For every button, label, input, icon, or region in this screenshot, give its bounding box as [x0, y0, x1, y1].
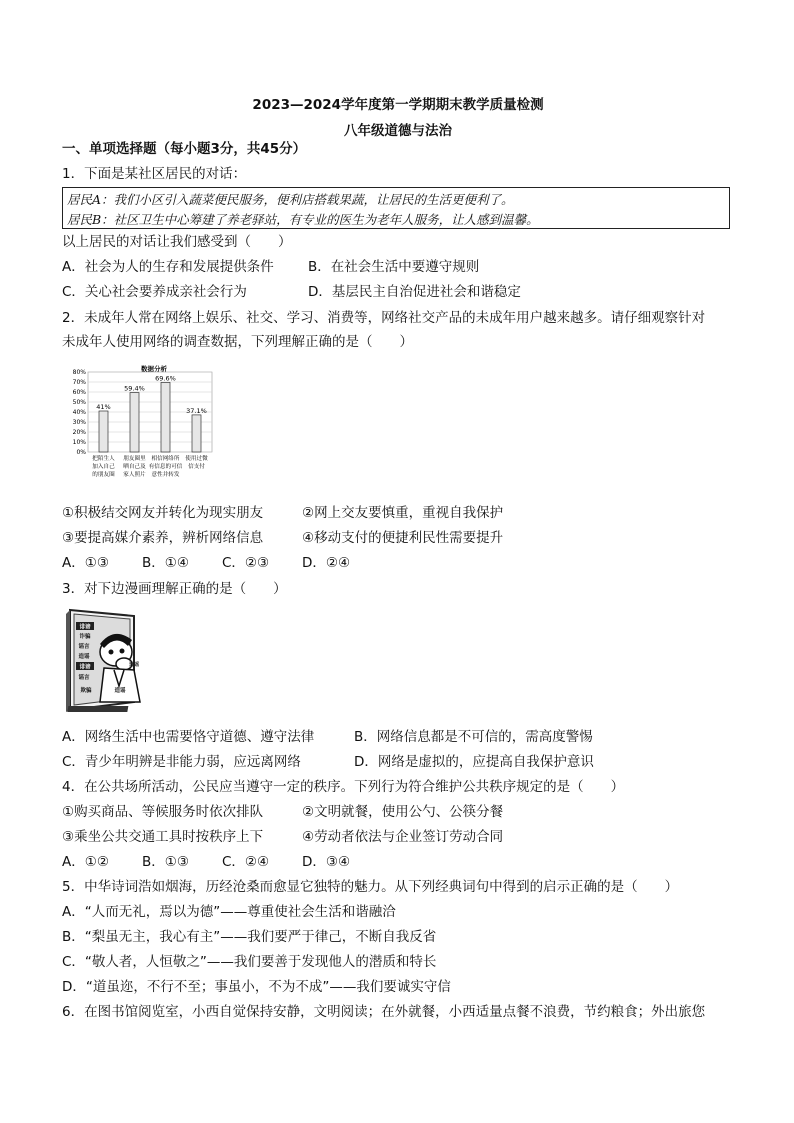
cartoon-word: 造谣: [128, 662, 140, 668]
chart-title: 数据分析: [141, 365, 167, 373]
bar: [192, 415, 201, 452]
data-label: 59.4%: [124, 384, 145, 393]
category-label: 相信网络所: [151, 456, 180, 462]
category-label: 晒自己及: [123, 464, 146, 470]
cartoon-image: [64, 606, 156, 716]
q2-statement-4: ④移动支付的便捷利民性需要提升: [302, 530, 504, 546]
q2-statement-1: ①积极结交网友并转化为现实朋友: [62, 505, 264, 521]
y-tick-label: 40%: [72, 409, 86, 417]
cartoon-word: 谣言: [78, 675, 90, 681]
q1-question: 以上居民的对话让我们感受到（ ）: [62, 234, 292, 250]
category-label: 把陌生人: [92, 456, 115, 462]
bar: [161, 382, 170, 452]
category-label: 信支付: [188, 464, 205, 470]
q2-statement-3: ③要提高媒介素养，辨析网络信息: [62, 530, 264, 546]
q3-option-c[interactable]: C．青少年明辨是非能力弱，应远离网络: [62, 754, 301, 770]
q1-option-a[interactable]: A．社会为人的生存和发展提供条件: [62, 259, 274, 275]
q4-option-d[interactable]: D．③④: [302, 854, 351, 870]
q6-stem: 6．在图书馆阅览室，小西自觉保持安静，文明阅读；在外就餐，小西适量点餐不浪费，节约粮食；外出旅您: [62, 1004, 706, 1020]
q1-option-d[interactable]: D．基层民主自治促进社会和谐稳定: [308, 284, 521, 300]
q2-statement-2: ②网上交友要慎重，重视自我保护: [302, 505, 504, 521]
y-tick-label: 20%: [72, 429, 86, 437]
q2-option-b[interactable]: B．①④: [142, 555, 189, 571]
y-tick-label: 0%: [76, 449, 86, 457]
y-tick-label: 70%: [72, 379, 86, 387]
category-label: 家人照片: [123, 472, 146, 478]
q2-option-c[interactable]: C．②③: [222, 555, 270, 571]
q5-option-c[interactable]: C．“敬人者，人恒敬之”——我们要善于发现他人的潜质和特长: [62, 954, 437, 970]
q5-stem: 5．中华诗词浩如烟海，历经沧桑而愈显它独特的魅力。从下列经典词句中得到的启示正确的是（ ）: [62, 879, 679, 895]
cartoon-word: 诽谤: [79, 664, 91, 671]
cartoon-word: 诈骗: [79, 634, 91, 640]
q4-statement-4: ④劳动者依法与企业签订劳动合同: [302, 829, 504, 845]
q5-option-b[interactable]: B．“梨虽无主，我心有主”——我们要严于律己，不断自我反省: [62, 929, 437, 945]
y-tick-label: 10%: [72, 439, 86, 447]
y-tick-label: 50%: [72, 399, 86, 407]
cartoon-word: 谣言: [78, 644, 90, 650]
q4-option-c[interactable]: C．②④: [222, 854, 270, 870]
cartoon-word: 欺骗: [80, 688, 92, 694]
q3-option-b[interactable]: B．网络信息都是不可信的，需高度警惕: [354, 729, 593, 745]
q1-dialog-b: 居民B：社区卫生中心筹建了养老驿站，有专业的医生为老年人服务，让人感到温馨。: [67, 212, 539, 227]
y-tick-label: 80%: [72, 369, 86, 377]
category-label: 意性并转发: [151, 472, 180, 478]
q4-statement-1: ①购买商品、等候服务时依次排队: [62, 804, 264, 820]
q4-stem: 4．在公共场所活动，公民应当遵守一定的秩序。下列行为符合维护公共秩序规定的是（ ）: [62, 779, 625, 795]
category-label: 使用过微: [185, 456, 208, 462]
category-label: 有信息的可信: [148, 464, 183, 470]
data-label: 41%: [96, 403, 111, 411]
q5-option-a[interactable]: A．“人而无礼，焉以为德”——尊重使社会生活和谐融洽: [62, 904, 396, 920]
category-label: 的朋友圈: [92, 472, 115, 478]
section-heading: 一、单项选择题（每小题3分，共45分）: [62, 141, 307, 157]
q1-stem: 1．下面是某社区居民的对话：: [62, 166, 247, 182]
q2-option-d[interactable]: D．②④: [302, 555, 351, 571]
q2-stem-line2: 未成年人使用网络的调查数据，下列理解正确的是（ ）: [62, 334, 413, 350]
q2-option-a[interactable]: A．①③: [62, 555, 109, 571]
cartoon-word: 造谣: [114, 688, 126, 694]
q1-option-c[interactable]: C．关心社会要养成亲社会行为: [62, 284, 247, 300]
category-label: 加入自己: [92, 464, 115, 470]
cartoon-word: 造谣: [78, 654, 90, 660]
exam-title: 2023—2024学年度第一学期期末教学质量检测: [252, 97, 544, 113]
q3-stem: 3．对下边漫画理解正确的是（ ）: [62, 581, 287, 597]
q4-statement-2: ②文明就餐，使用公勺、公筷分餐: [302, 804, 504, 820]
q4-statement-3: ③乘坐公共交通工具时按秩序上下: [62, 829, 264, 845]
q4-option-b[interactable]: B．①③: [142, 854, 189, 870]
q3-option-a[interactable]: A．网络生活中也需要恪守道德、遵守法律: [62, 729, 315, 745]
q3-option-d[interactable]: D．网络是虚拟的，应提高自我保护意识: [354, 754, 594, 770]
q1-dialog-box: [62, 187, 730, 229]
q1-dialog-a: 居民A：我们小区引入蔬菜便民服务，便利店搭载果蔬，让居民的生活更便利了。: [67, 192, 514, 207]
exam-subtitle: 八年级道德与法治: [344, 123, 452, 139]
y-tick-label: 30%: [72, 419, 86, 427]
q5-option-d[interactable]: D．“道虽迩，不行不至；事虽小，不为不成”——我们要诚实守信: [62, 979, 451, 995]
survey-bar-chart: [62, 364, 262, 496]
q2-stem-line1: 2．未成年人常在网络上娱乐、社交、学习、消费等，网络社交产品的未成年用户越来越多。请仔细观察针对: [62, 310, 706, 326]
bar: [99, 411, 108, 452]
data-label: 37.1%: [186, 406, 207, 415]
data-label: 69.6%: [155, 374, 176, 383]
q4-option-a[interactable]: A．①②: [62, 854, 109, 870]
q1-option-b[interactable]: B．在社会生活中要遵守规则: [308, 259, 480, 275]
bar: [130, 393, 139, 452]
category-label: 朋友圈里: [123, 456, 146, 462]
cartoon-word: 诽谤: [79, 624, 91, 631]
y-tick-label: 60%: [72, 389, 86, 397]
